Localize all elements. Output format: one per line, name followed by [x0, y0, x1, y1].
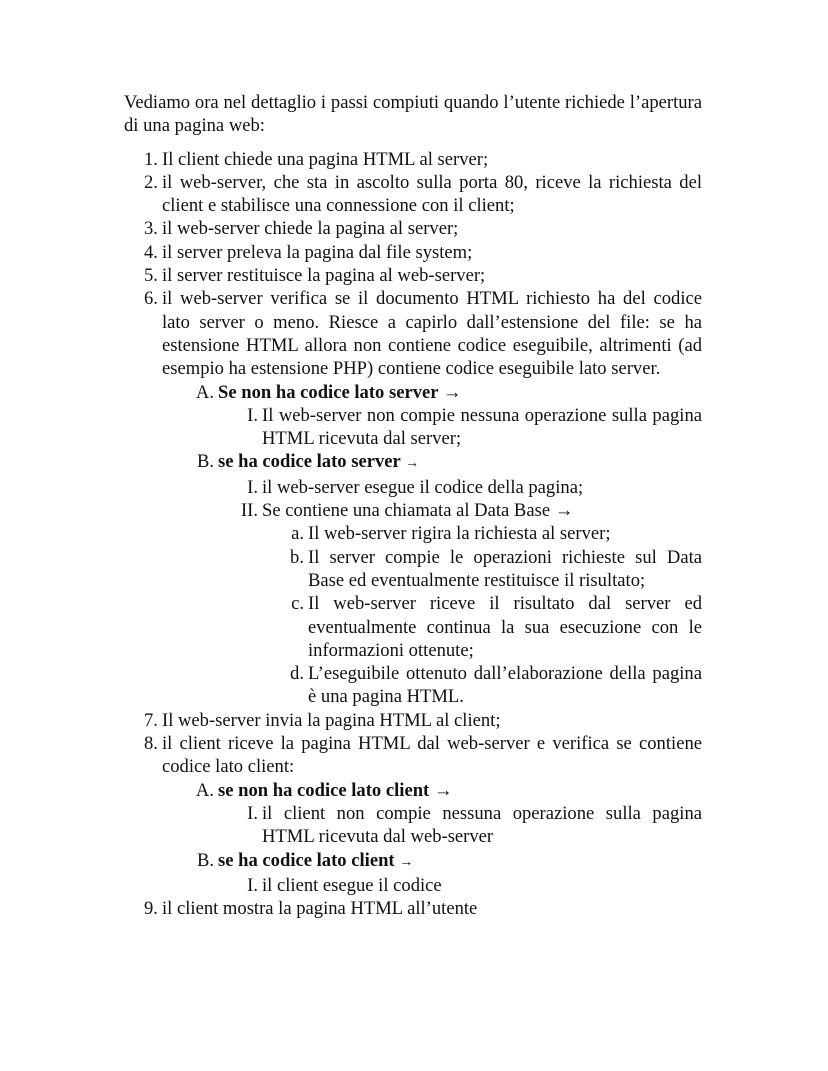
step-text: il web-server, che sta in ascolto sulla porta 80, riceve la richiesta del client e stabilisce una connessione con il client; [162, 171, 702, 217]
substep-text: Il server compie le operazioni richieste sul Data Base ed eventualmente restituisce il risultato; [308, 546, 702, 591]
document-page [124, 91, 702, 920]
substep-text: il web-server esegue il codice della pagina; [262, 476, 584, 498]
substep-letter: A. [195, 381, 214, 403]
step-6-substep-b-item-2-a [124, 522, 702, 545]
step-text: il server restituisce la pagina al web-server; [162, 265, 486, 287]
letter-marker: c. [291, 593, 304, 615]
substep-letter: A. [195, 779, 214, 801]
substep-heading-text: se non ha codice lato client [218, 779, 430, 801]
step-2 [124, 171, 702, 218]
step-text: il client riceve la pagina HTML dal web-server e verifica se contiene codice lato client: [162, 733, 702, 778]
substep-letter: B. [196, 451, 214, 473]
step-9 [124, 897, 702, 920]
substep-text: Il web-server rigira la richiesta al server; [308, 523, 611, 545]
arrow-right-icon: → [442, 381, 462, 403]
step-8-substep-a [124, 779, 702, 802]
step-number: 9. [144, 898, 158, 920]
step-6-substep-b-item-2-d [124, 662, 702, 709]
letter-marker: a. [291, 523, 304, 545]
substep-text: L’eseguibile ottenuto dall’elaborazione della pagina è una pagina HTML. [308, 663, 702, 708]
intro-paragraph: Vediamo ora nel dettaglio i passi compiuti quando l’utente richiede l’apertura di una pagina web: [124, 92, 702, 137]
roman-numeral: II. [240, 500, 258, 522]
step-number: 2. [144, 171, 158, 193]
substep-text [262, 499, 702, 522]
step-8-substep-b-item-1 [124, 874, 702, 897]
step-6-substep-b-item-1 [124, 476, 702, 499]
letter-marker: d. [290, 663, 304, 685]
substep-text: Il web-server non compie nessuna operazione sulla pagina HTML ricevuta dal server; [262, 404, 702, 450]
arrow-right-icon: → [433, 779, 453, 801]
substep-heading-text: se ha codice lato server [218, 451, 401, 473]
step-text: Il client chiede una pagina HTML al server; [162, 148, 489, 170]
step-number: 4. [144, 241, 158, 263]
substep-heading [218, 381, 702, 404]
step-6-substep-a-item-1 [124, 404, 702, 451]
substep-heading-text: se ha codice lato client [218, 849, 395, 871]
arrow-right-icon: → [405, 456, 420, 472]
step-6-substep-a [124, 381, 702, 404]
step-number: 7. [144, 709, 158, 731]
step-number: 1. [144, 148, 158, 170]
substep-text: il client non compie nessuna operazione sulla pagina HTML ricevuta dal web-server [262, 802, 702, 848]
step-7 [124, 709, 702, 732]
substep-text: Il web-server riceve il risultato dal server ed eventualmente continua la sua esecuzione con le informazioni ottenute; [308, 593, 702, 661]
step-text: il client mostra la pagina HTML all’utente [162, 898, 478, 920]
step-8-substep-b [124, 849, 702, 874]
step-5 [124, 264, 702, 287]
letter-marker: b. [290, 546, 304, 568]
step-8 [124, 732, 702, 779]
step-6-substep-b-item-2-b [124, 546, 702, 593]
substep-heading [218, 450, 702, 475]
step-number: 8. [144, 733, 158, 755]
step-6-substep-b-item-2-c [124, 592, 702, 662]
step-text: il server preleva la pagina dal file system; [162, 241, 473, 263]
step-number: 3. [144, 218, 158, 240]
substep-letter: B. [196, 849, 214, 871]
step-6-substep-b [124, 450, 702, 475]
substep-heading [218, 849, 702, 874]
arrow-right-icon: → [399, 854, 414, 870]
roman-numeral: I. [247, 874, 258, 896]
arrow-right-icon: → [554, 500, 574, 522]
step-8-substep-a-item-1 [124, 802, 702, 849]
step-number: 6. [144, 288, 158, 310]
step-number: 5. [144, 265, 158, 287]
step-text: Il web-server invia la pagina HTML al client; [162, 709, 501, 731]
substep-heading-text: Se non ha codice lato server [218, 381, 439, 403]
roman-numeral: I. [247, 404, 258, 426]
roman-numeral: I. [247, 476, 258, 498]
substep-text: il client esegue il codice [262, 874, 442, 896]
substep-heading [218, 779, 702, 802]
step-text: il web-server chiede la pagina al server; [162, 218, 459, 240]
step-text: il web-server verifica se il documento HTML richiesto ha del codice lato server o meno. Riesce a capirlo dall’estensione del file: se ha estensione HTML allora non contiene codice eseguibile, altrimenti (ad esempio ha estensione PHP) contiene codice eseguibile lato server. [162, 288, 702, 380]
step-3 [124, 217, 702, 240]
roman-numeral: I. [247, 802, 258, 824]
step-4 [124, 241, 702, 264]
step-1 [124, 148, 702, 171]
step-6-substep-b-item-2 [124, 499, 702, 522]
step-6 [124, 287, 702, 380]
substep-text-body: Se contiene una chiamata al Data Base [262, 500, 551, 522]
